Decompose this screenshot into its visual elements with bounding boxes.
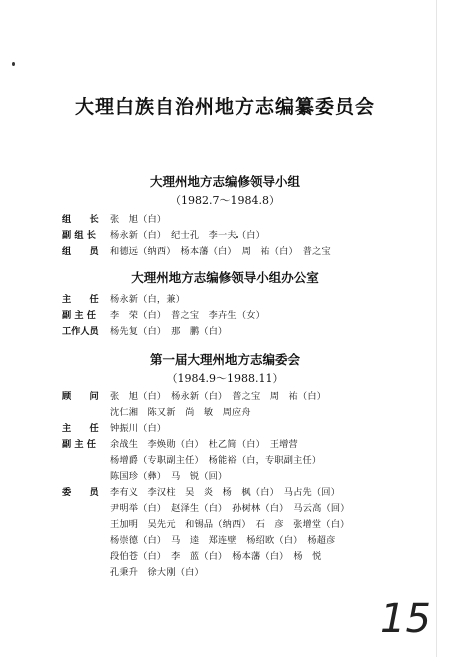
- row-value: 余战生 李焕勋（白） 杜乙简（白） 王增营: [110, 439, 298, 450]
- row-value: 段伯苍（白） 李 蓝（白） 杨本藩（白） 杨 悦: [110, 551, 322, 562]
- scan-speck: [12, 62, 15, 66]
- row-label: 副 主 任: [62, 310, 96, 321]
- row-label: 工作人员: [62, 326, 99, 337]
- row-value: 杨永新（白） 纪士孔 李一夫（白）: [110, 230, 265, 241]
- section-date-committee: （1984.9～1988.11）: [166, 372, 284, 385]
- row-label: 顾 问: [62, 391, 99, 402]
- row-value: 尹明举（白） 赵泽生（白） 孙树林（白） 马云高（回）: [110, 503, 350, 514]
- row-value: 和德远（纳西） 杨本藩（白） 周 祐（白） 普之宝: [110, 246, 331, 257]
- row-label: 组 员: [62, 246, 99, 257]
- row-value: 钟振川（白）: [110, 423, 167, 434]
- row-label: 副 组 长: [62, 230, 96, 241]
- row-value: 杨增爵（专职副主任） 杨能裕（白，专职副主任）: [110, 455, 322, 466]
- row-label: 副 主 任: [62, 439, 96, 450]
- section-title-leading-group: 大理州地方志编修领导小组: [149, 174, 300, 189]
- row-label: 主 任: [62, 423, 99, 434]
- page-title: 大理白族自治州地方志编纂委员会: [74, 96, 375, 118]
- row-label: 委 员: [62, 487, 99, 498]
- row-value: 杨永新（白，兼）: [110, 294, 186, 305]
- section-title-office: 大理州地方志编修领导小组办公室: [131, 270, 319, 285]
- section-title-committee: 第一届大理州地方志编委会: [149, 352, 300, 367]
- row-value: 沈仁湘 陈又新 尚 敏 周应舟: [110, 407, 251, 418]
- row-value: 李 荣（白） 普之宝 李卉生（女）: [110, 310, 265, 321]
- handwritten-page-number: 15: [380, 596, 431, 642]
- row-label: 主 任: [62, 294, 99, 305]
- row-value: 杨崇德（白） 马 逵 郑连壁 杨绍欧（白） 杨超彦: [110, 535, 336, 546]
- row-value: 张 旭（白）: [110, 214, 167, 225]
- row-value: 张 旭（白） 杨永新（白） 普之宝 周 祐（白）: [110, 391, 327, 402]
- row-value: 杨先复（白） 那 鹏（白）: [110, 326, 228, 337]
- section-date-leading-group: （1982.7～1984.8）: [170, 194, 280, 207]
- row-label: 组 长: [62, 214, 99, 225]
- row-value: 陈国珍（彝） 马 锐（回）: [110, 471, 228, 482]
- row-value: 李有义 李汉柱 吴 炎 杨 枫（白） 马占先（回）: [110, 487, 341, 498]
- row-value: 王加明 吴先元 和锡品（纳西） 石 彦 张增堂（白）: [110, 519, 350, 530]
- row-value: 孔秉升 徐大刚（白）: [110, 567, 204, 578]
